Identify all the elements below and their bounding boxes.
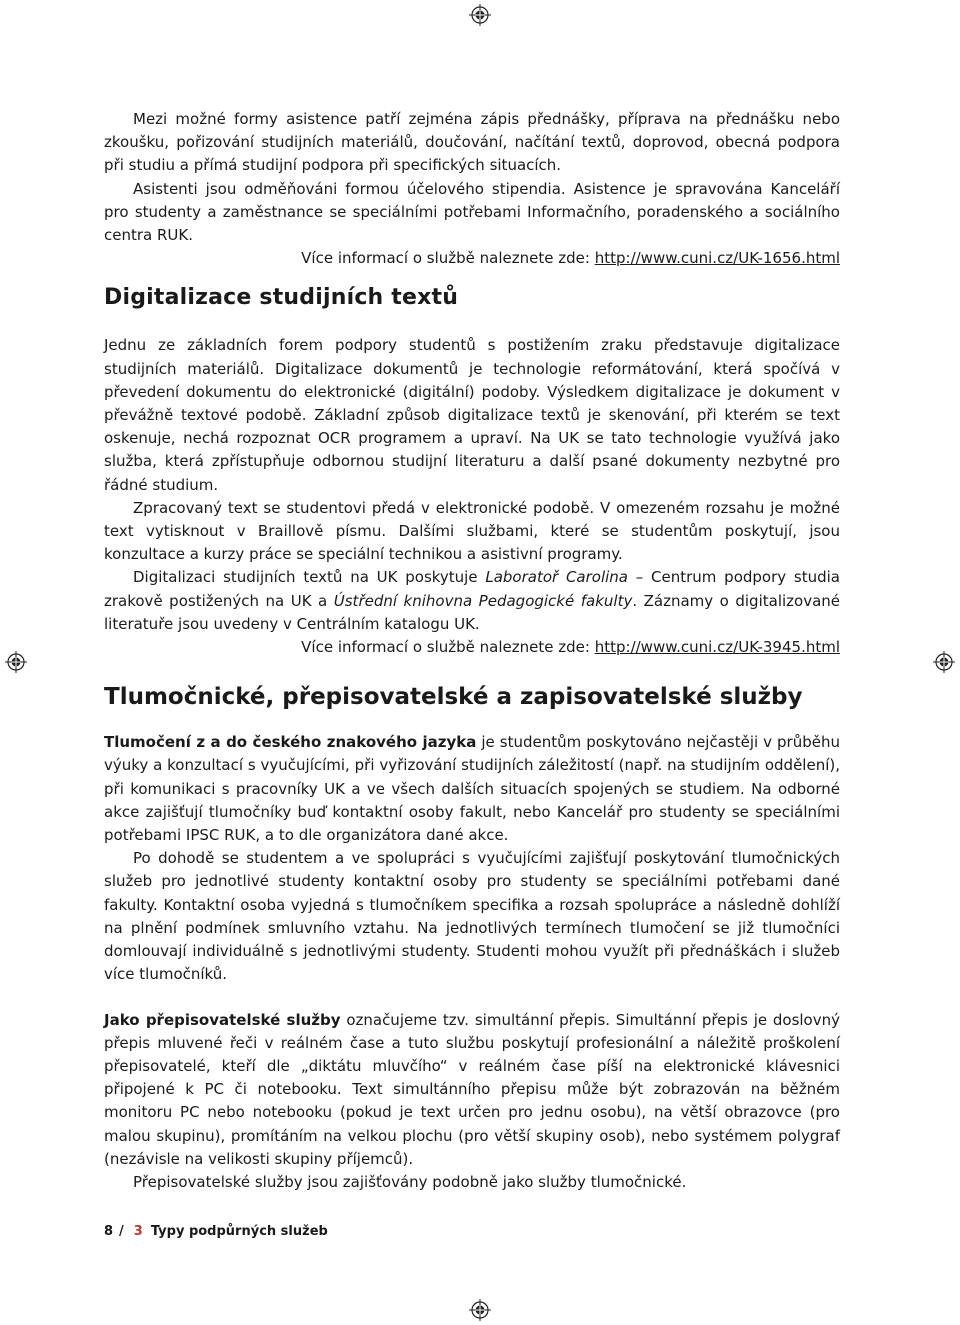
chapter-number: 3 [133, 1224, 143, 1239]
page-footer [104, 1222, 328, 1242]
paragraph-assistance-forms: Mezi možné formy asistence patří zejména zápis přednášky, příprava na přednášku nebo zkoušku, pořizování studijních materiálů, doučování, načítání textů, doprovod, obecná podpora při studiu a přímá studijní podpora při specifických situacích. [104, 110, 840, 175]
more-info-link[interactable]: http://www.cuni.cz/UK-3945.html [594, 638, 840, 657]
more-info-text: Více informací o službě naleznete zde: [301, 638, 595, 657]
page-number: 8 [104, 1224, 114, 1239]
chapter-title: Typy podpůrných služeb [150, 1224, 328, 1239]
paragraph-interpreting-arrangement: Po dohodě se studentem a ve spolupráci s vyučujícími zajišťují poskytování tlumočnických služeb pro jednotlivé studenty kontaktní osoby pro studenty se speciálními potřebami dané fakulty. Kontaktní osoba vyjedná s tlumočníkem specifika a rozsah spolupráce a následně dohlíží na plnění podmínek smluvního vztahu. Na jednotlivých termínech tlumočení se již tlumočníci domlouvají individuálně s jednotlivými studenty. Studenti mohou využít při přednáškách i služeb více tlumočníků. [104, 849, 840, 984]
paragraph-transcription: Jako přepisovatelské služby označujeme tzv. simultánní přepis. Simultánní přepis je doslovný přepis mluvené řeči v reálném čase a tuto službu poskytují profesionální a náležitě proškolení přepisovatelé, kteří dle „diktátu mluvčího“ v reálném čase píší na elektronické klávesnici připojené k PC či notebooku. Text simultánního přepisu může být zobrazován na běžném monitoru PC nebo notebooku (pokud je text určen pro jednu osobu), na větší obrazovce (pro malou skupinu), promítáním na velkou plochu (pro větší skupiny osob), nebo systémem polygraf (nezávisle na velikosti skupiny příjemců). [104, 1010, 840, 1168]
more-info-line [104, 636, 840, 659]
paragraph-interpreting: Tlumočení z a do českého znakového jazyka je studentům poskytováno nejčastěji v průběhu výuky a konzultací s vyučujícími, při vyřizování studijních záležitostí (např. na studijním oddělení), při komunikaci s pracovníky UK a ve všech dalších situacích spojených se studiem. Na odborné akce zajišťují tlumočníky buď kontaktní osoby fakult, nebo Kancelář pro studenty se speciálními potřebami IPSC RUK, a to dle organizátora dané akce. [104, 733, 840, 845]
paragraph-digitalization-braille: Zpracovaný text se studentovi předá v elektronické podobě. V omezeném rozsahu je možné text vytisknout v Braillově písmu. Dalšími službami, které se studentům poskytují, jsou konzultace a kurzy práce se speciální technikou a asistivní programy. [104, 498, 840, 564]
paragraph-digitalization-providers: Digitalizaci studijních textů na UK poskytuje Laboratoř Carolina – Centrum podpory studia zrakově postižených na UK a Ústřední knihovna Pedagogické fakulty. Záznamy o digitalizované literatuře jsou uvedeny v Centrálním katalogu UK. [104, 568, 841, 633]
more-info-link[interactable]: http://www.cuni.cz/UK-1656.html [594, 249, 840, 268]
paragraph-transcription-note: Přepisovatelské služby jsou zajišťovány podobně jako služby tlumočnické. [133, 1172, 687, 1191]
page-body [104, 108, 840, 1194]
section-heading-digitalization: Digitalizace studijních textů [104, 285, 459, 311]
lab-name: Laboratoř Carolina [485, 568, 628, 587]
paragraph-assistants: Asistenti jsou odměňováni formou účelového stipendia. Asistence je spravována Kanceláří pro studenty a zaměstnance se speciálními potřebami Informačního, poradenského a sociálního centra RUK. [104, 179, 840, 245]
footer-separator: / [119, 1224, 124, 1239]
library-name: Ústřední knihovna Pedagogické fakulty [333, 591, 633, 610]
registration-mark-icon [469, 1299, 491, 1321]
registration-mark-icon [469, 4, 491, 26]
paragraph-digitalization-intro: Jednu ze základních forem podpory studentů s postižením zraku představuje digitalizace studijních materiálů. Digitalizace dokumentů je technologie reformátování, která spočívá v převedení dokumentu do elektronické (digitální) podoby. Výsledkem digitalizace je dokument v převážně textové podobě. Základní způsob digitalizace textů je skenování, při kterém se text oskenuje, nechá rozpoznat OCR programem a upraví. Na UK se tato technologie využívá jako služba, která zpřístupňuje odbornou studijní literaturu a další psané dokumenty nezbytné pro řádné studium. [104, 336, 840, 494]
registration-mark-icon [933, 651, 955, 673]
more-info-line [104, 247, 840, 270]
registration-mark-icon [5, 651, 27, 673]
more-info-text: Více informací o službě naleznete zde: [301, 249, 595, 268]
section-heading-interpreting: Tlumočnické, přepisovatelské a zapisovatelské služby [104, 684, 803, 711]
